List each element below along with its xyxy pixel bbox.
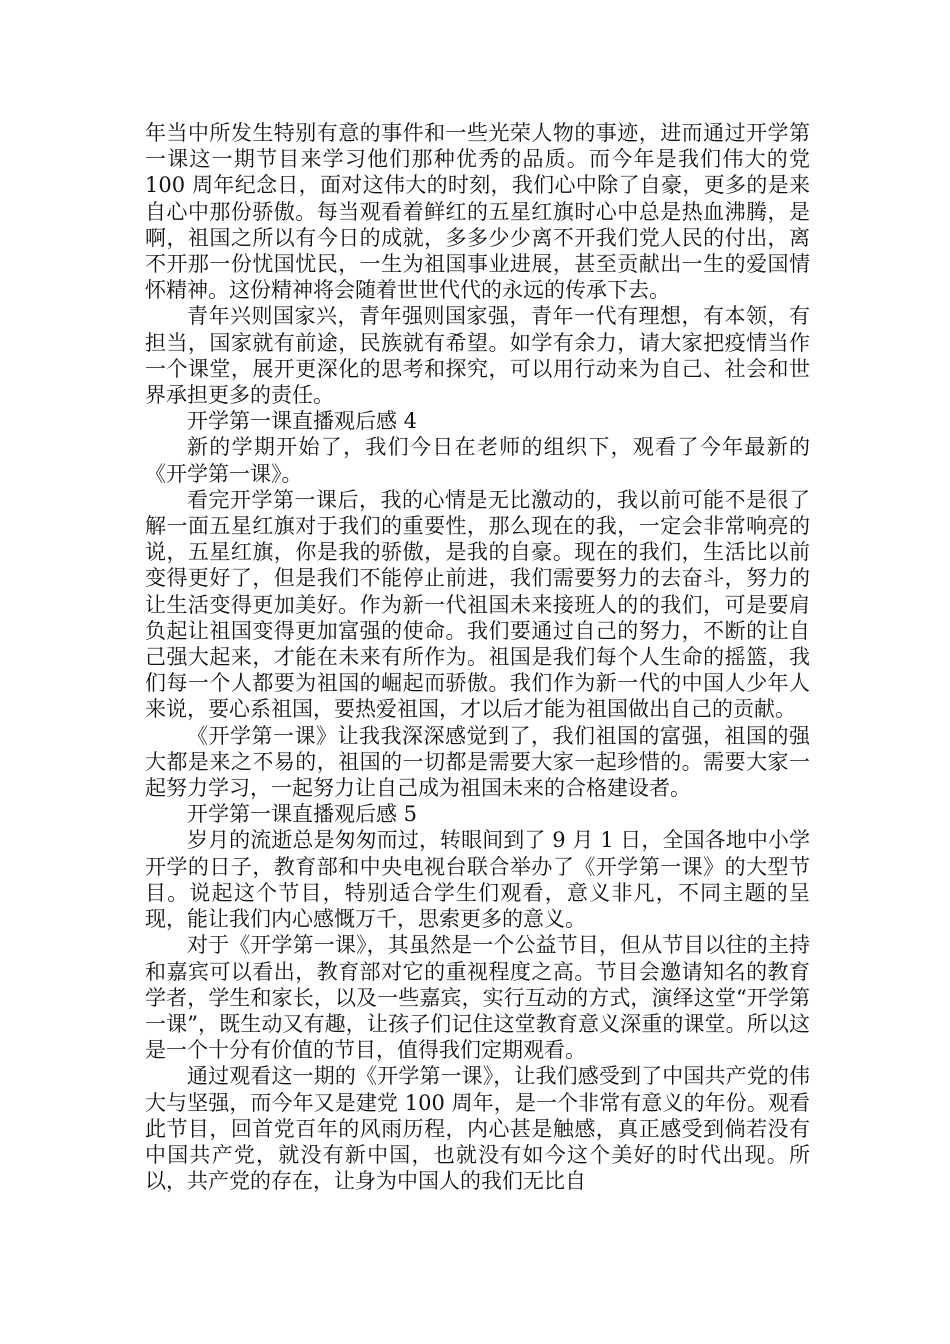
paragraph-6: 岁月的流逝总是匆匆而过，转眼间到了 9 月 1 日，全国各地中小学开学的日子，教育部和中央电视台联合举办了《开学第一课》的大型节目。说起这个节目，特别适合学生们观看，意义非凡，不同主题的呈现，能让我们内心感慨万千，思索更多的意义。: [145, 828, 810, 932]
document-body: [145, 120, 810, 1194]
paragraph-3: 新的学期开始了，我们今日在老师的组织下，观看了今年最新的《开学第一课》。: [145, 435, 810, 486]
paragraph-7: 对于《开学第一课》，其虽然是一个公益节目，但从节目以往的主持和嘉宾可以看出，教育部对它的重视程度之高。节目会邀请知名的教育学者，学生和家长，以及一些嘉宾，实行互动的方式，演绎这堂“开学第一课”，既生动又有趣，让孩子们记住这堂教育意义深重的课堂。所以这是一个十分有价值的节目，值得我们定期观看。: [145, 933, 810, 1063]
paragraph-1: 年当中所发生特别有意的事件和一些光荣人物的事迹，进而通过开学第一课这一期节目来学习他们那种优秀的品质。而今年是我们伟大的党 100 周年纪念日，面对这伟大的时刻，我们心中除了自豪，更多的是来自心中那份骄傲。每当观看着鲜红的五星红旗时心中总是热血沸腾，是啊，祖国之所以有今日的成就，多多少少离不开我们党人民的付出，离不开那一份忧国忧民，一生为祖国事业进展，甚至贡献出一生的爱国情怀精神。这份精神将会随着世世代代的永远的传承下去。: [145, 121, 810, 303]
paragraph-4: 看完开学第一课后，我的心情是无比激动的，我以前可能不是很了解一面五星红旗对于我们的重要性，那么现在的我，一定会非常响亮的说，五星红旗，你是我的骄傲，是我的自豪。现在的我们，生活比以前变得更好了，但是我们不能停止前进，我们需要努力的去奋斗，努力的让生活变得更加美好。作为新一代祖国未来接班人的的我们，可是要肩负起让祖国变得更加富强的使命。我们要通过自己的努力，不断的让自己强大起来，才能在未来有所作为。祖国是我们每个人生命的摇篮，我们每一个人都要为祖国的崛起而骄傲。我们作为新一代的中国人少年人来说，要心系祖国，要热爱祖国，才以后才能为祖国做出自己的贡献。: [145, 487, 810, 722]
paragraph-5: 《开学第一课》让我我深深感觉到了，我们祖国的富强，祖国的强大都是来之不易的，祖国的一切都是需要大家一起珍惜的。需要大家一起努力学习，一起努力让自己成为祖国未来的合格建设者。: [145, 723, 810, 801]
section-heading-4: 开学第一课直播观后感 4: [187, 409, 418, 434]
section-heading-5: 开学第一课直播观后感 5: [187, 802, 418, 827]
paragraph-2: 青年兴则国家兴，青年强则国家强，青年一代有理想，有本领，有担当，国家就有前途，民族就有希望。如学有余力，请大家把疫情当作一个课堂，展开更深化的思考和探究，可以用行动来为自己、社会和世界承担更多的责任。: [145, 304, 810, 408]
paragraph-8: 通过观看这一期的《开学第一课》，让我们感受到了中国共产党的伟大与坚强，而今年又是建党 100 周年，是一个非常有意义的年份。观看此节目，回首党百年的风雨历程，内心甚是触感，真正感受到倘若没有中国共产党，就没有新中国，也就没有如今这个美好的时代出现。所以，共产党的存在，让身为中国人的我们无比自: [145, 1064, 810, 1194]
